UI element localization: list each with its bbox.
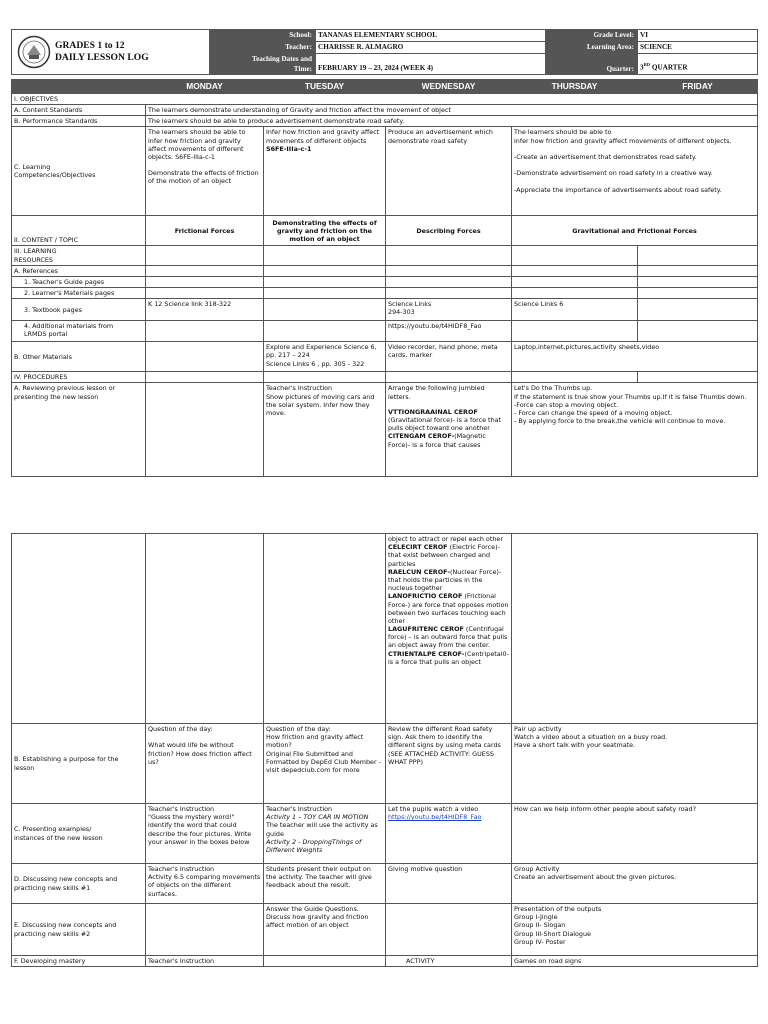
discussing-1-tuesday: Students present their output on the activity. The teacher will give feedback about the result. [264,864,386,904]
presenting-examples-label: C. Presenting examples/ instances of the new lesson [12,804,146,864]
competencies-monday: The learners should be able to infer how friction and gravity affect movements of different objects. S6FE-IIIa-c-1 Demonstrate the effects of friction of the motion of an object [146,127,264,216]
school-value: TANANAS ELEMENTARY SCHOOL [316,30,546,42]
mastery-wednesday: ACTIVITY [386,956,512,967]
teacher-label: Teacher: [210,42,316,54]
lesson-table-page2 [11,533,758,967]
additional-materials-wednesday: https://youtu.be/t4HIDF8_Fao [386,321,512,342]
day-header-row [12,80,758,94]
other-materials-label: B. Other Materials [12,342,146,372]
other-materials-thursday: Laptop,internet,pictures,activity sheets,video [512,342,758,372]
day-thursday: THURSDAY [512,80,638,94]
references-label: A. References [12,265,146,276]
other-materials-wednesday: Video recorder, hand phone, meta cards, marker [386,342,512,372]
presenting-wednesday: Let the pupils watch a video https://youtu.be/t4HIDF8_Fao [386,804,512,864]
topic-monday: Frictional Forces [146,216,264,246]
dates-value: FEBRUARY 19 – 23, 2024 (WEEK 4) [316,54,546,75]
mastery-monday: Teacher's Instruction [146,956,264,967]
discussing-1-label: D. Discussing new concepts and practicing new skills #1 [12,864,146,904]
reviewing-label: A. Reviewing previous lesson or presenting the new lesson [12,383,146,477]
textbook-monday: K 12 Science link 318-322 [146,299,264,321]
objectives-heading: I. OBJECTIVES [12,93,758,104]
establishing-tuesday: Question of the day: How friction and gravity affect motion? Original File Submitted and Formatted by DepEd Club Member - visit depedclub.com for more [264,724,386,804]
grade-value: VI [638,30,758,42]
day-friday: FRIDAY [638,80,758,94]
topic-thursday: Gravitational and Frictional Forces [512,216,758,246]
textbook-thursday: Science Links 6 [512,299,638,321]
presenting-monday: Teacher's Instruction "Guess the mystery word!" identify the word that could describe the four pictures. Write your answer in the boxes below [146,804,264,864]
procedures-label: IV. PROCEDURES [12,372,146,383]
developing-mastery-label: F. Developing mastery [12,956,146,967]
presenting-tuesday: Teacher's Instruction Activity 1 – TOY CAR IN MOTION The teacher will use the activity as guide Activity 2 - DroppingThings of Different Weights [264,804,386,864]
title-grades: GRADES 1 to 12 [55,40,125,52]
teacher-value: CHARISSE R. ALMAGRO [316,42,546,54]
discussing-2-label: E. Discussing new concepts and practicing new skills #2 [12,904,146,956]
quarter-value: 3RD QUARTER [638,54,758,75]
area-value: SCIENCE [638,42,758,54]
performance-standards-value: The learners should be able to produce advertisement demonstrate road safety. [146,116,758,127]
deped-seal-icon [17,35,51,69]
review-tuesday: Teacher's Instruction Show pictures of moving cars and the solar system. Infer how they move. [264,383,386,477]
discussing-1-monday: Teacher's Instruction Activity 6.5 comparing movements of objects on the different surfaces. [146,864,264,904]
school-label: School: [210,30,316,42]
header-table [11,29,758,75]
dates-label-line2: Time: [210,64,316,74]
discussing-2-thursday: Presentation of the outputs Group I-Jingle Group II- Slogan Group III-Short Dialogue Group IV- Poster [512,904,758,956]
learning-resources-label: III. LEARNING RESOURCES [12,246,146,265]
textbook-wednesday: Science Links 294-303 [386,299,512,321]
establishing-purpose-label: B. Establishing a purpose for the lesson [12,724,146,804]
review-thursday: Let's Do the Thumbs up. If the statement is true show your Thumbs up.If it is false Thumbs down. -Force can stop a moving object. - Force can change the speed of a moving object. - By applying force to the break,the vehicle will continue to move. [512,383,758,477]
learners-materials-label: 2. Learner's Materials pages [12,288,146,299]
discussing-1-thursday: Group Activity Create an advertisement about the given pictures. [512,864,758,904]
day-tuesday: TUESDAY [264,80,386,94]
video-link[interactable]: https://youtu.be/t4HIDF8_Fao [388,813,482,822]
discussing-2-tuesday: Answer the Guide Questions. Discuss how gravity and friction affect motion of an object [264,904,386,956]
additional-materials-label: 4. Additional materials from LRMDS portal [12,321,146,342]
performance-standards-label: B. Performance Standards [12,116,146,127]
textbook-pages-label: 3. Textbook pages [12,299,146,321]
presenting-thursday: How can we help inform other people about safety road? [512,804,758,864]
quarter-label: Quarter: [546,54,638,75]
content-standards-label: A. Content Standards [12,104,146,115]
area-label: Learning Area: [546,42,638,54]
day-wednesday: WEDNESDAY [386,80,512,94]
topic-wednesday: Describing Forces [386,216,512,246]
other-materials-tuesday: Explore and Experience Science 6, pp. 217 – 224 Science Links 6 , pp. 305 - 322 [264,342,386,372]
day-monday: MONDAY [146,80,264,94]
mastery-thursday: Games on road signs [512,956,758,967]
competencies-wednesday: Produce an advertisement which demonstrate road safety [386,127,512,216]
grade-label: Grade Level: [546,30,638,42]
review-wednesday-continued: object to attract or repel each other CELECIRT CEROF (Electric Force)- that exist between charged and particles RAELCUN CEROF-(Nuclear Force)- that holds the particles in the nucleus together LANOFRICTIO CEROF (Frictional Force-) are force that opposes motion between two surfaces touching each other LAGUFRITENC CEROF (Centrifugal force) – is an outward force that pulls an object away from the center. CTRIENTALPE CEROF-(Centripetal0- is a force that pulls an object [386,534,512,724]
establishing-thursday: Pair up activity Watch a video about a situation on a busy road. Have a short talk with your seatmate. [512,724,758,804]
competencies-label: C. Learning Competencies/Objectives [12,127,146,216]
content-topic-label: II. CONTENT / TOPIC [12,216,146,246]
competencies-tuesday: Infer how friction and gravity affect movements of different objects S6FE-IIIa-c-1 [264,127,386,216]
competencies-thursday: The learners should be able to infer how friction and gravity affect movements of different objects. -Create an advertisement that demonstrates road safety. -Demonstrate advertisement on road safety in a creative way. -Appreciate the importance of advertisements about road safety. [512,127,758,216]
title-dll: DAILY LESSON LOG [55,52,149,63]
discussing-1-wednesday: Giving motive question [386,864,512,904]
review-wednesday: Arrange the following jumbled letters. VTTIONGRAAINAL CEROF (Gravitational force)- is a force that pulls object toward one another CITENGAM CEROF-(Magnetic Force)- is a force that causes [386,383,512,477]
teachers-guide-label: 1. Teacher's Guide pages [12,276,146,287]
header-title-cell [12,30,210,75]
topic-tuesday: Demonstrating the effects of gravity and friction on the motion of an object [264,216,386,246]
establishing-wednesday: Review the different Road safety sign. Ask them to identify the different signs by using meta cards (SEE ATTACHED ACTIVITY: GUESS WHAT PPP) [386,724,512,804]
dates-label-line1: Teaching Dates and [210,54,316,64]
establishing-monday: Question of the day: What would life be without friction? How does friction affect us? [146,724,264,804]
content-standards-value: The learners demonstrate understanding of Gravity and friction affect the movement of object [146,104,758,115]
lesson-table-page1 [11,79,758,477]
